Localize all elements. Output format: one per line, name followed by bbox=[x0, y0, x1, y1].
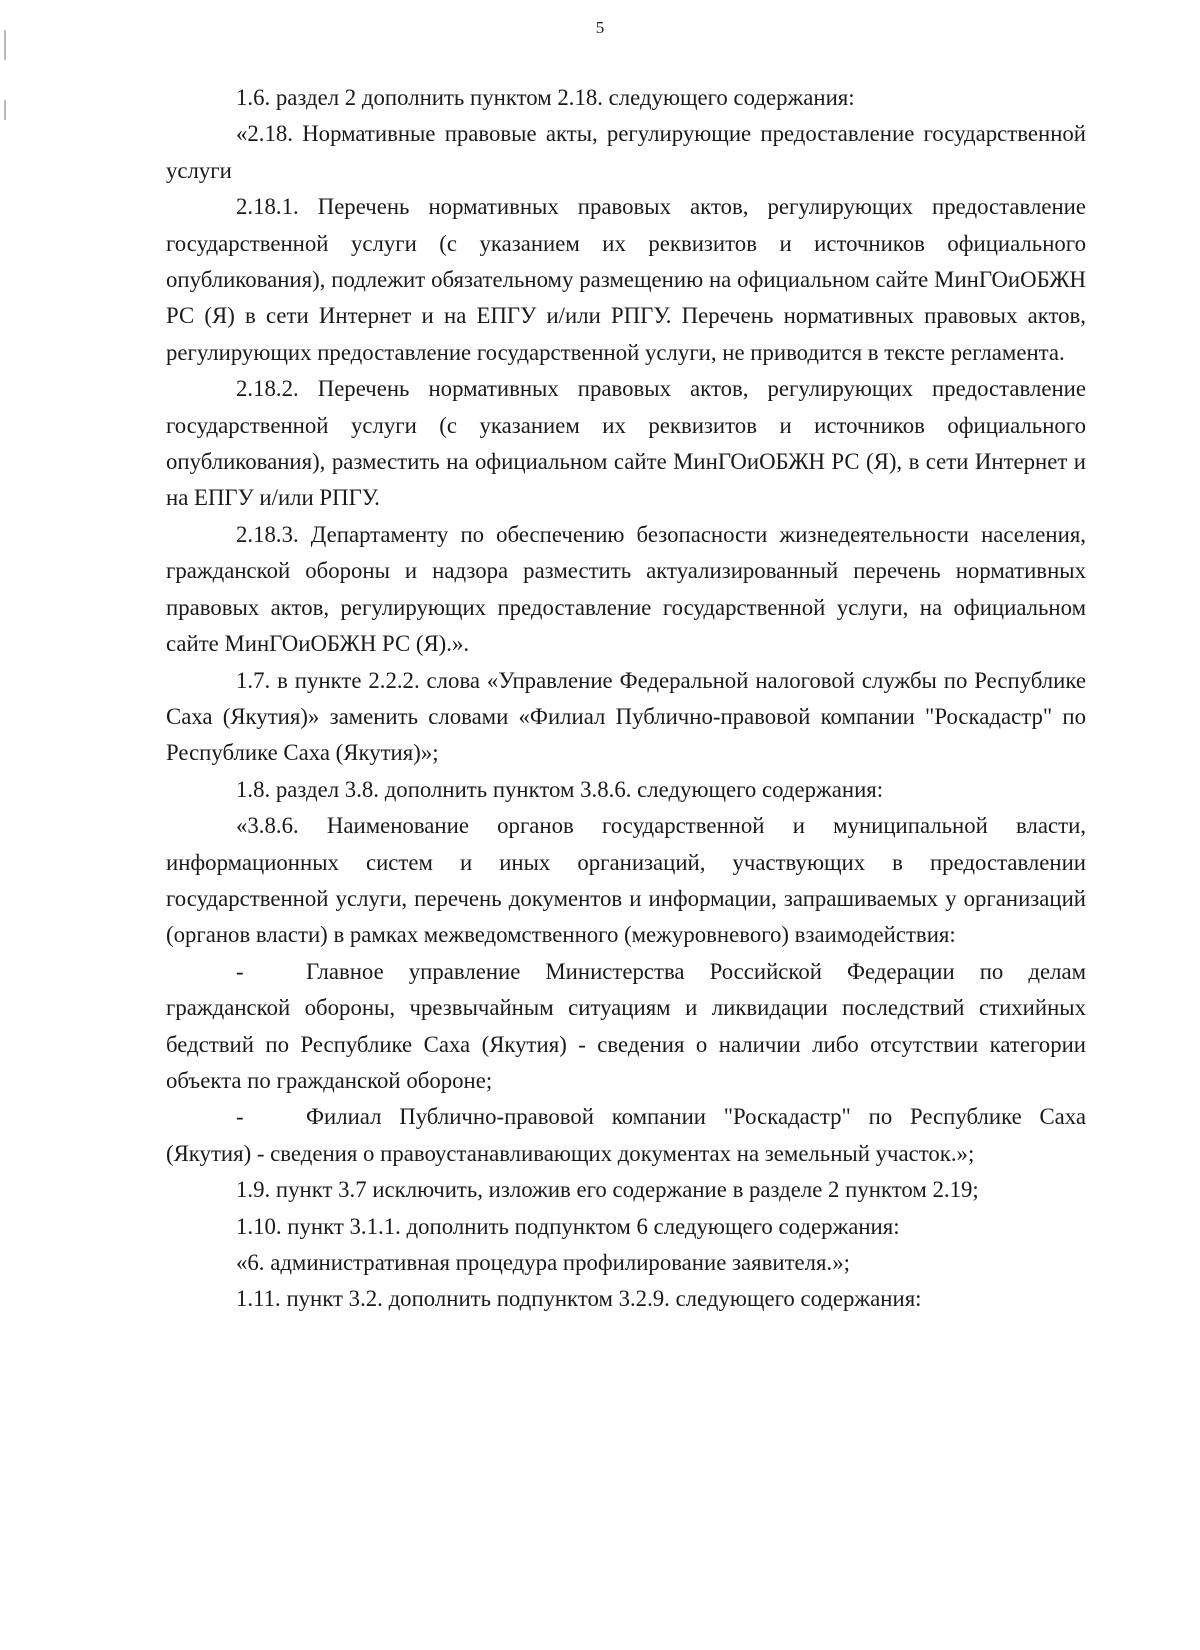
paragraph-1-6: 1.6. раздел 2 дополнить пунктом 2.18. следующего содержания: bbox=[236, 85, 855, 110]
paragraph-1-10: 1.10. пункт 3.1.1. дополнить подпунктом 6 следующего содержания: bbox=[236, 1213, 900, 1239]
paragraph-1-7: 1.7. в пункте 2.2.2. слова «Управление Федеральной налоговой службы по Республике Саха (Якутия)» заменить словами «Филиал Публично-правовой компании "Роскадастр" по Республике Саха (Якутия)»; bbox=[166, 667, 1086, 766]
document-body bbox=[166, 80, 1086, 1318]
page-number: 5 bbox=[595, 18, 605, 37]
scan-edge-mark bbox=[4, 100, 6, 120]
list-item bbox=[166, 1099, 1086, 1172]
paragraph-2-18-heading: «2.18. Нормативные правовые акты, регулирующие предоставление государственной услуги bbox=[166, 121, 1086, 183]
list-item-text: Главное управление Министерства Российской Федерации по делам гражданской обороны, чрезвычайным ситуациям и ликвидации последствий стихийных бедствий по Республике Саха (Якутия) - сведения о наличии либо отсутствии категории объекта по гражданской обороне; bbox=[166, 958, 1086, 1093]
paragraph-3-8-6: «3.8.6. Наименование органов государственной и муниципальной власти, информационных систем и иных организаций, участвующих в предоставлении государственной услуги, перечень документов и информации, запрашиваемых у организаций (органов власти) в рамках межведомственного (межуровневого) взаимодействия: bbox=[166, 813, 1086, 948]
list-item-text: Филиал Публично-правовой компании "Роскадастр" по Республике Саха (Якутия) - сведения о правоустанавливающих документах на земельный участок.»; bbox=[166, 1104, 1086, 1166]
list-dash: - bbox=[236, 958, 244, 984]
paragraph-subitem-6: «6. административная процедура профилирование заявителя.»; bbox=[236, 1250, 850, 1275]
paragraph-1-11: 1.11. пункт 3.2. дополнить подпунктом 3.2.9. следующего содержания: bbox=[236, 1286, 922, 1312]
list-item bbox=[166, 954, 1086, 1100]
paragraph-1-8: 1.8. раздел 3.8. дополнить пунктом 3.8.6. следующего содержания: bbox=[236, 776, 884, 802]
paragraph-2-18-2: 2.18.2. Перечень нормативных правовых актов, регулирующих предоставление государственной услуги (с указанием их реквизитов и источников официального опубликования), разместить на официальном сайте МинГОиОБЖН РС (Я), в сети Интернет и на ЕПГУ и/или РПГУ. bbox=[166, 376, 1086, 511]
paragraph-2-18-3: 2.18.3. Департаменту по обеспечению безопасности жизнедеятельности населения, гражданской обороны и надзора разместить актуализированный перечень нормативных правовых актов, регулирующих предоставление государственной услуги, на официальном сайте МинГОиОБЖН РС (Я).». bbox=[166, 521, 1086, 657]
paragraph-2-18-1: 2.18.1. Перечень нормативных правовых актов, регулирующих предоставление государственной услуги (с указанием их реквизитов и источников официального опубликования), подлежит обязательному размещению на официальном сайте МинГОиОБЖН РС (Я) в сети Интернет и на ЕПГУ и/или РПГУ. Перечень нормативных правовых актов, регулирующих предоставление государственной услуги, не приводится в тексте регламента. bbox=[166, 194, 1086, 365]
paragraph-1-9: 1.9. пункт 3.7 исключить, изложив его содержание в разделе 2 пунктом 2.19; bbox=[236, 1177, 979, 1203]
list-dash: - bbox=[236, 1104, 244, 1130]
